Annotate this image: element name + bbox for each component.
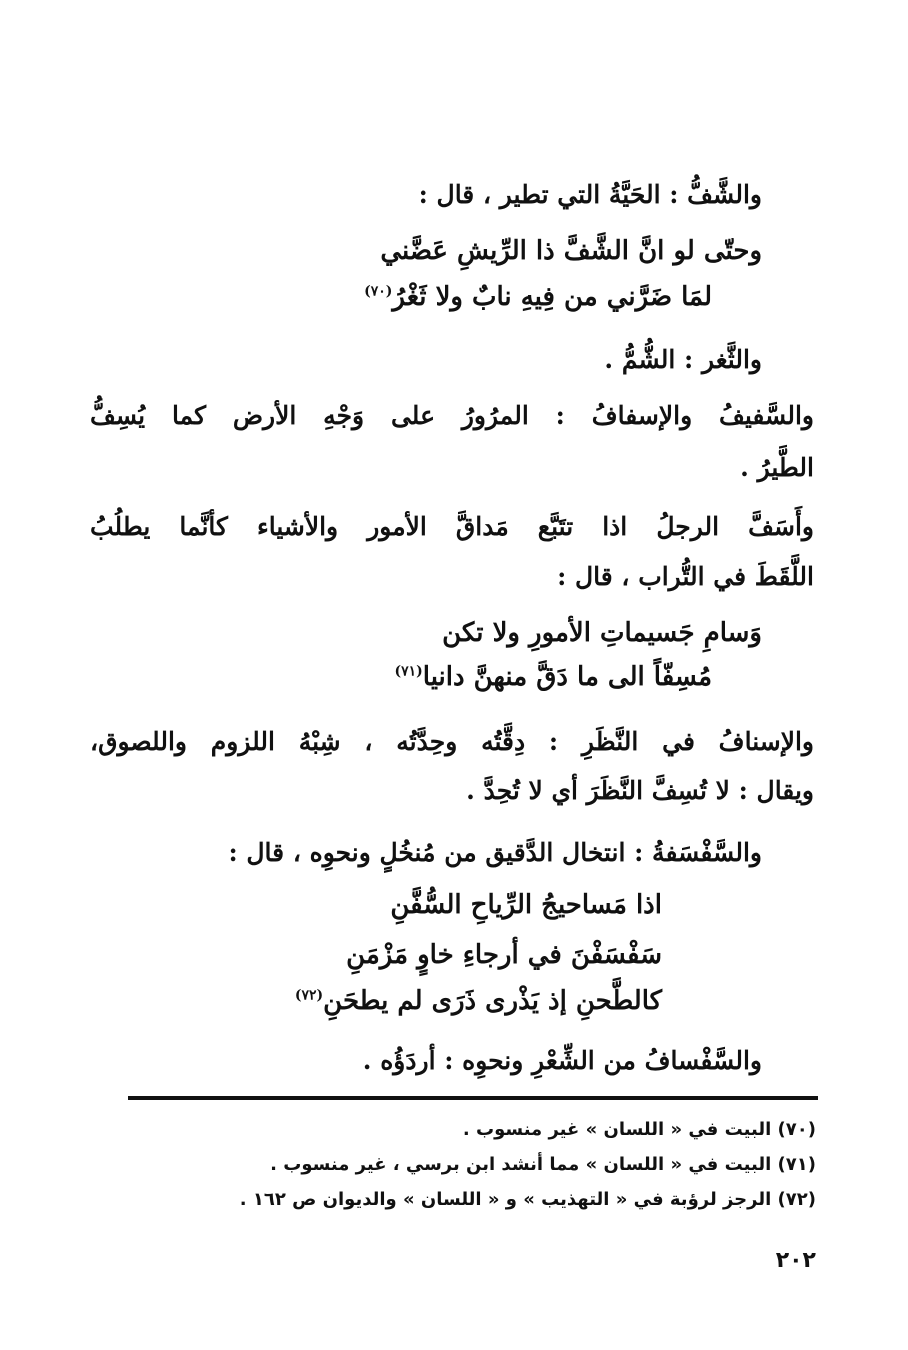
footnote-separator-rule <box>128 1096 818 1100</box>
footnote-71: (٧١) البيت في « اللسان » مما أنشد ابن برسي ، غير منسوب . <box>270 1154 816 1175</box>
verse-2-hemistich-1: وَسامِ جَسيماتِ الأمورِ ولا تكن <box>442 618 762 648</box>
entry-asaffa-line-1: وأَسَفَّ الرجلُ اذا تتَبَّع مَداقَّ الأمور والأشياء كأنَّما يطلُبُ <box>90 512 814 541</box>
footnote-70: (٧٠) البيت في « اللسان » غير منسوب . <box>462 1119 816 1140</box>
entry-thaghr: والثَّغر : الشُّمُّ . <box>604 345 762 374</box>
verse-2-hemistich-2-text: مُسِفّاً الى ما دَقَّ منهنَّ دانيا <box>422 662 712 692</box>
verse-1-hemistich-2 <box>364 282 712 313</box>
rajaz-line-1: اذا مَساحيجُ الرِّياحِ السُّفَّنِ <box>390 890 662 920</box>
verse-2-hemistich-2 <box>394 662 712 693</box>
rajaz-line-3 <box>295 986 662 1017</box>
entry-safif-line-1: والسَّفيفُ والإسفافُ : المرُورُ على وَجْهِ الأرض كما يُسِفُّ <box>90 401 814 430</box>
entry-shaff: والشَّفُّ : الحَيَّةُ التي تطير ، قال : <box>418 180 762 209</box>
entry-isnaf-line-2: ويقال : لا تُسِفَّ النَّظَرَ أي لا تُحِدَّ . <box>466 776 814 805</box>
rajaz-line-2: سَفْسَفْنَ في أرجاءِ خاوٍ مَزْمَنِ <box>346 940 662 970</box>
entry-safsafa: والسَّفْسَفةُ : انتخال الدَّقيق من مُنخُلٍ ونحوِه ، قال : <box>228 838 762 867</box>
entry-asaffa-line-2: اللَّقَطَ في التُّراب ، قال : <box>557 562 814 591</box>
footnote-marker-72: (٧٢) <box>294 987 324 1004</box>
entry-safsaf: والسَّفْسافُ من الشِّعْرِ ونحوِه : أردَؤُه . <box>362 1046 762 1075</box>
verse-1-hemistich-1: وحتّى لو انَّ الشَّفَّ ذا الرِّيشِ عَضَّني <box>380 236 762 266</box>
entry-isnaf-line-1: والإسنافُ في النَّظَرِ : دِقَّتُه وحِدَّتُه ، شِبْهُ اللزوم واللصوق، <box>90 727 814 756</box>
rajaz-line-3-text: كالطَّحنِ إذ يَذْرى ذَرَى لم يطحَنِ <box>323 986 662 1016</box>
entry-safif-line-2: الطَّيرُ . <box>740 453 814 482</box>
footnote-72: (٧٢) الرجز لرؤبة في « التهذيب » و « اللسان » والديوان ص ١٦٢ . <box>239 1189 816 1210</box>
footnote-marker-71: (٧١) <box>394 663 423 680</box>
verse-1-hemistich-2-text: لمَا ضَرَّني من فِيهِ نابٌ ولا ثَغْرُ <box>392 282 712 312</box>
page-number: ٢٠٢ <box>775 1248 816 1273</box>
footnote-marker-70: (٧٠) <box>364 283 393 300</box>
